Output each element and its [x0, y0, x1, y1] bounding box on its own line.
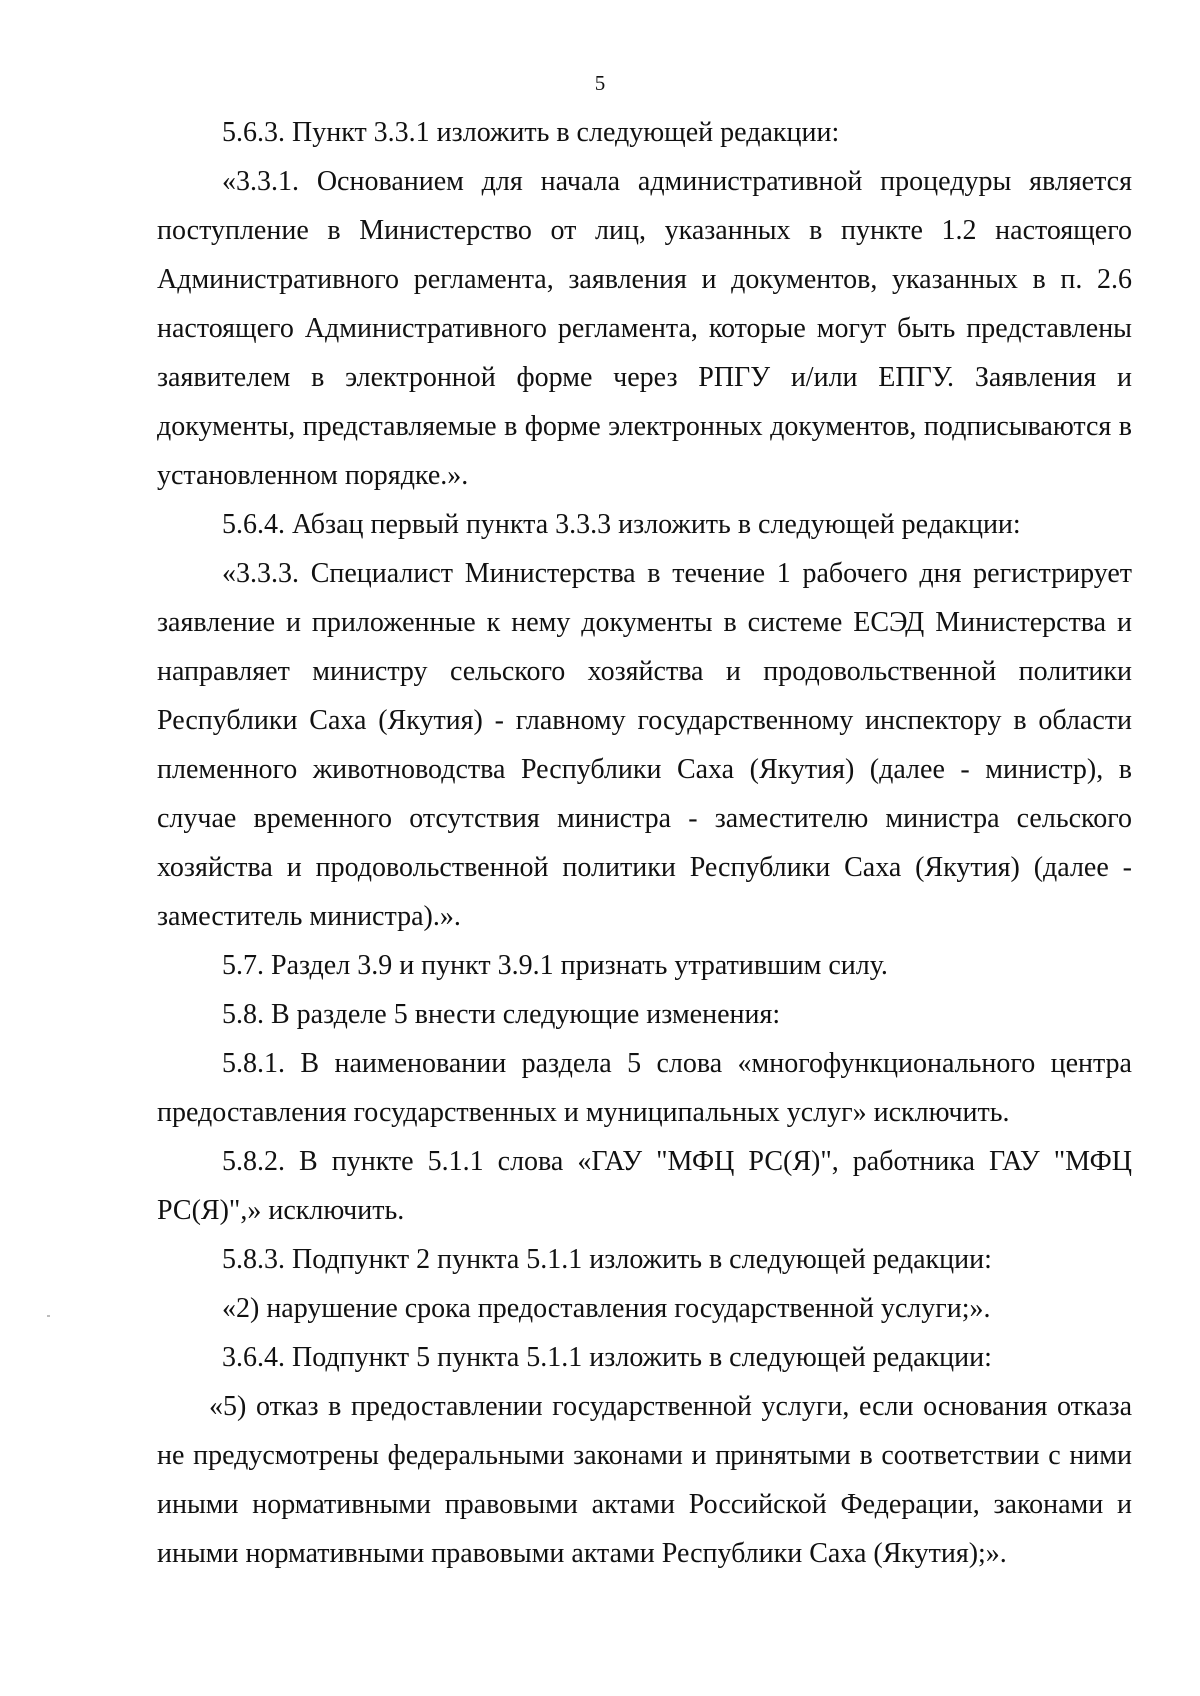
paragraph-5-8: 5.8. В разделе 5 внести следующие изменения:: [222, 999, 781, 1030]
paragraph-5-8-3: 5.8.3. Подпункт 2 пункта 5.1.1 изложить в следующей редакции:: [222, 1244, 992, 1275]
paragraph-5-8-2: 5.8.2. В пункте 5.1.1 слова «ГАУ "МФЦ РС(Я)", работника ГАУ "МФЦ РС(Я)",» исключить.: [157, 1146, 1132, 1226]
scan-speck: [47, 1315, 50, 1317]
paragraph-5-6-3: 5.6.3. Пункт 3.3.1 изложить в следующей редакции:: [222, 117, 840, 148]
paragraph-3-3-1-text: «3.3.1. Основанием для начала административной процедуры является поступление в Министерство от лиц, указанных в пункте 1.2 настоящего Административного регламента, заявления и документов, указанных в п. 2.6 настоящего Административного регламента, которые могут быть представлены заявителем в электронной форме через РПГУ и/или ЕПГУ. Заявления и документы, представляемые в форме электронных документов, подписываются в установленном порядке.».: [157, 166, 1132, 491]
document-body: [157, 108, 1132, 1578]
paragraph-3-6-4: 3.6.4. Подпункт 5 пункта 5.1.1 изложить в следующей редакции:: [222, 1342, 992, 1373]
paragraph-5-8-1: 5.8.1. В наименовании раздела 5 слова «многофункционального центра предоставления государственных и муниципальных услуг» исключить.: [157, 1048, 1132, 1128]
paragraph-3-3-3-text: «3.3.3. Специалист Министерства в течение 1 рабочего дня регистрирует заявление и приложенные к нему документы в системе ЕСЭД Министерства и направляет министру сельского хозяйства и продовольственной политики Республики Саха (Якутия) - главному государственному инспектору в области племенного животноводства Республики Саха (Якутия) (далее - министр), в случае временного отсутствия министра - заместителю министра сельского хозяйства и продовольственной политики Республики Саха (Якутия) (далее - заместитель министра).».: [157, 558, 1132, 932]
paragraph-5-6-4: 5.6.4. Абзац первый пункта 3.3.3 изложить в следующей редакции:: [222, 509, 1021, 540]
paragraph-5-7: 5.7. Раздел 3.9 и пункт 3.9.1 признать утратившим силу.: [222, 950, 888, 981]
paragraph-item-5-text: «5) отказ в предоставлении государственной услуги, если основания отказа не предусмотрены федеральными законами и принятыми в соответствии с ними иными нормативными правовыми актами Российской Федерации, законами и иными нормативными правовыми актами Республики Саха (Якутия);».: [157, 1391, 1132, 1569]
paragraph-item-2-text: «2) нарушение срока предоставления государственной услуги;».: [222, 1293, 991, 1324]
page-number: 5: [594, 71, 606, 95]
